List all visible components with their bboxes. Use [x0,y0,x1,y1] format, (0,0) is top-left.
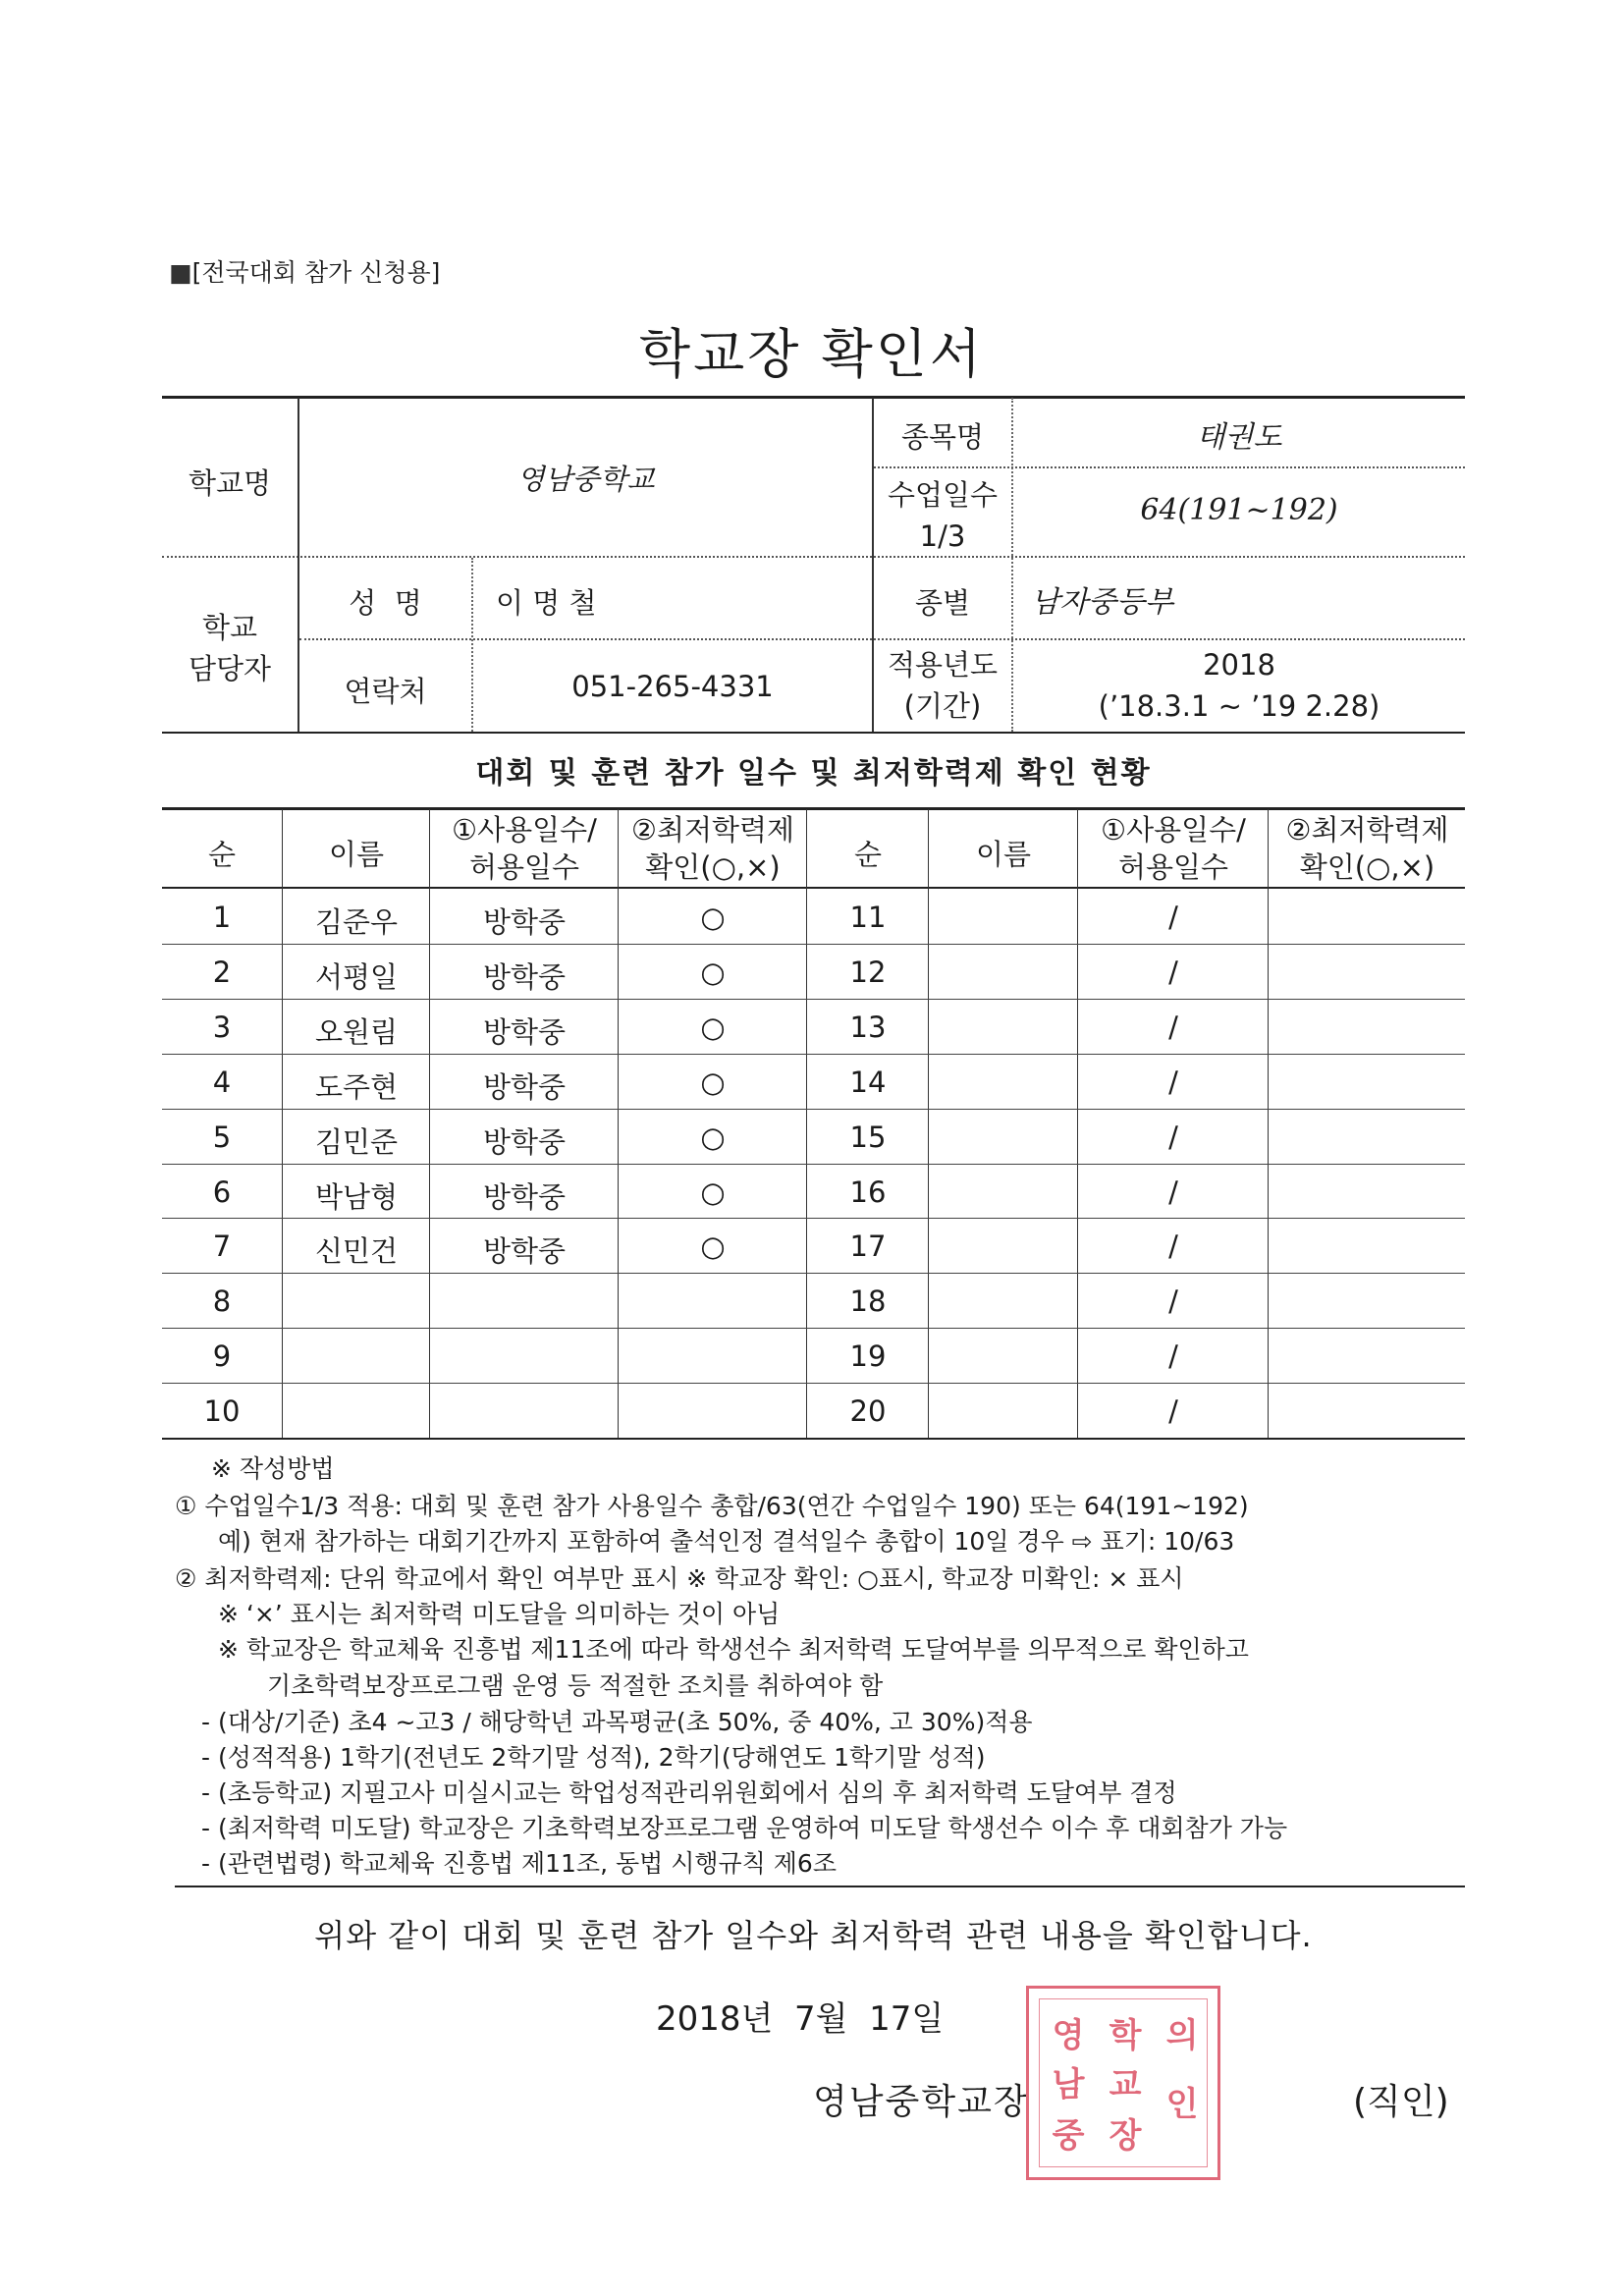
col-no-header-right: 순 [853,838,882,871]
row-left-no: 10 [203,1394,241,1428]
note-line: ① 수업일수1/3 적용: 대회 및 훈련 참가 사용일수 총합/63(연간 수업일수 190) 또는 64(191~192) [175,1492,1249,1520]
row-right-days: / [1168,1285,1178,1318]
row-divider [162,1273,1465,1274]
col-check-header: ②최저학력제 확인(○,×) [630,813,795,884]
column-divider [1077,809,1078,1438]
row-divider [162,1218,1465,1219]
status-heading: 대회 및 훈련 참가 일수 및 최저학력제 확인 현황 [475,756,1152,791]
official-seal-stamp [1026,1986,1220,2180]
row-left-days: 방학중 [482,905,567,939]
seal-character: 인 [1165,2085,1199,2124]
row-right-no: 20 [849,1394,887,1428]
row-left-no: 2 [212,956,232,989]
seal-character: 남 [1052,2065,1085,2105]
row-left-no: 6 [212,1175,232,1209]
col-no-header: 순 [207,838,236,871]
row-left-no: 1 [212,901,232,934]
row-left-days: 방학중 [482,1234,567,1268]
row-right-no: 17 [849,1230,887,1263]
row-right-days: / [1168,1011,1178,1044]
note-line: ※ 학교장은 학교체육 진흥법 제11조에 따라 학생선수 최저학력 도달여부를 의무적으로 확인하고 [218,1635,1249,1664]
document-title: 학교장 확인서 [638,323,985,385]
note-line: ② 최저학력제: 단위 학교에서 확인 여부만 표시 ※ 학교장 확인: ○표시, 학교장 미확인: × 표시 [175,1564,1184,1593]
row-left-no: 8 [212,1285,232,1318]
confirmation-statement: 위와 같이 대회 및 훈련 참가 일수와 최저학력 관련 내용을 확인합니다. [314,1917,1313,1954]
row-left-name: 박남형 [314,1180,399,1214]
school-name-label: 학교명 [188,466,272,500]
row-right-days: / [1168,956,1178,989]
row-left-check: ○ [700,1121,726,1154]
row-left-no: 3 [212,1011,232,1044]
row-divider [162,1383,1465,1384]
seal-character: 학 [1109,2016,1142,2055]
school-days-value: 64(191~192) [1140,493,1338,527]
category-label: 종별 [914,586,971,620]
column-divider [282,809,283,1438]
row-left-check: ○ [700,901,726,934]
row-left-days: 방학중 [482,1180,567,1214]
row-left-days: 방학중 [482,1015,567,1049]
row-left-no: 4 [212,1066,232,1099]
row-right-no: 13 [849,1011,887,1044]
manager-label: 학교 담당자 [188,611,272,685]
row-left-name: 신민건 [314,1234,399,1268]
seal-character: 의 [1165,2016,1199,2055]
row-left-check: ○ [700,956,726,989]
principal-name: 영남중학교장 [813,2082,1030,2122]
row-left-check: ○ [700,1230,726,1263]
category-value: 남자중등부 [1031,585,1173,620]
note-line: - (초등학교) 지필고사 미실시교는 학업성적관리위원회에서 심의 후 최저학력 도달여부 결정 [201,1778,1177,1807]
row-divider [162,1328,1465,1329]
column-divider [806,809,807,1438]
row-left-no: 9 [212,1339,232,1373]
notes-heading: ※ 작성방법 [211,1454,335,1483]
row-right-days: / [1168,1339,1178,1373]
column-divider [928,809,929,1438]
col-name-header-right: 이름 [975,838,1032,871]
contact-value: 051-265-4331 [571,670,774,703]
note-line: - (관련법령) 학교체육 진흥법 제11조, 동법 시행규칙 제6조 [201,1849,837,1878]
seal-character: 중 [1052,2116,1085,2156]
row-right-days: / [1168,1121,1178,1154]
row-left-name: 김민준 [314,1125,399,1159]
official-seal-label: (직인) [1353,2082,1449,2122]
row-left-no: 5 [212,1121,232,1154]
row-left-check: ○ [700,1066,726,1099]
note-line: - (최저학력 미도달) 학교장은 기초학력보장프로그램 운영하여 미도달 학생선수 이수 후 대회참가 가능 [201,1814,1288,1842]
sport-value: 태권도 [1196,420,1282,455]
col-days-header: ①사용일수/ 허용일수 [452,813,597,884]
row-right-days: / [1168,1175,1178,1209]
square-icon: ■ [169,258,192,287]
row-right-no: 15 [849,1121,887,1154]
issue-date: 2018년 7월 17일 [656,1999,945,2039]
column-divider [429,809,430,1438]
row-divider [162,1164,1465,1165]
row-left-name: 김준우 [314,905,399,939]
row-left-days: 방학중 [482,960,567,994]
col-days-header-right: ①사용일수/ 허용일수 [1101,813,1246,884]
row-left-no: 7 [212,1230,232,1263]
row-right-no: 14 [849,1066,887,1099]
col-check-header-right: ②최저학력제 확인(○,×) [1285,813,1449,884]
manager-name-label: 성 명 [349,586,422,620]
school-name-value: 영남중학교 [516,463,655,496]
row-right-days: / [1168,1066,1178,1099]
school-days-label: 수업일수 1/3 [887,478,999,553]
note-line: 기초학력보장프로그램 운영 등 적절한 조치를 취하여야 함 [267,1671,884,1700]
form-type-tag: ■[전국대회 참가 신청용] [169,258,441,287]
row-right-days: / [1168,1230,1178,1263]
row-divider [162,1109,1465,1110]
row-left-name: 오원림 [314,1015,399,1049]
row-left-days: 방학중 [482,1125,567,1159]
row-right-no: 11 [849,901,887,934]
row-right-no: 19 [849,1339,887,1373]
seal-character: 장 [1109,2116,1142,2156]
year-value: 2018 (’18.3.1 ~ ’19 2.28) [1098,648,1380,723]
sport-label: 종목명 [900,420,985,454]
column-divider [618,809,619,1438]
row-divider [162,944,1465,945]
row-left-check: ○ [700,1175,726,1209]
row-left-days: 방학중 [482,1070,567,1104]
row-left-name: 도주현 [314,1070,399,1104]
row-divider [162,999,1465,1000]
row-right-days: / [1168,1394,1178,1428]
note-line: - (대상/기준) 초4 ~고3 / 해당학년 과목평균(초 50%, 중 40%, 고 30%)적용 [201,1708,1033,1736]
row-right-days: / [1168,901,1178,934]
seal-character: 영 [1052,2016,1085,2055]
row-right-no: 12 [849,956,887,989]
row-left-check: ○ [700,1011,726,1044]
note-line: - (성적적용) 1학기(전년도 2학기말 성적), 2학기(당해연도 1학기말 성적) [201,1743,986,1772]
row-right-no: 16 [849,1175,887,1209]
note-line: 예) 현재 참가하는 대회기간까지 포함하여 출석인정 결석일수 총합이 10일 경우 ⇨ 표기: 10/63 [218,1527,1235,1556]
row-right-no: 18 [849,1285,887,1318]
seal-character: 교 [1109,2065,1142,2105]
manager-name-value: 이 명 철 [496,586,597,620]
col-name-header: 이름 [328,838,385,871]
contact-label: 연락처 [344,675,427,708]
note-line: ※ ‘×’ 표시는 최저학력 미도달을 의미하는 것이 아님 [218,1600,781,1628]
row-left-name: 서평일 [314,960,399,994]
column-divider [1268,809,1269,1438]
year-label: 적용년도 (기간) [887,648,999,723]
row-divider [162,1054,1465,1055]
